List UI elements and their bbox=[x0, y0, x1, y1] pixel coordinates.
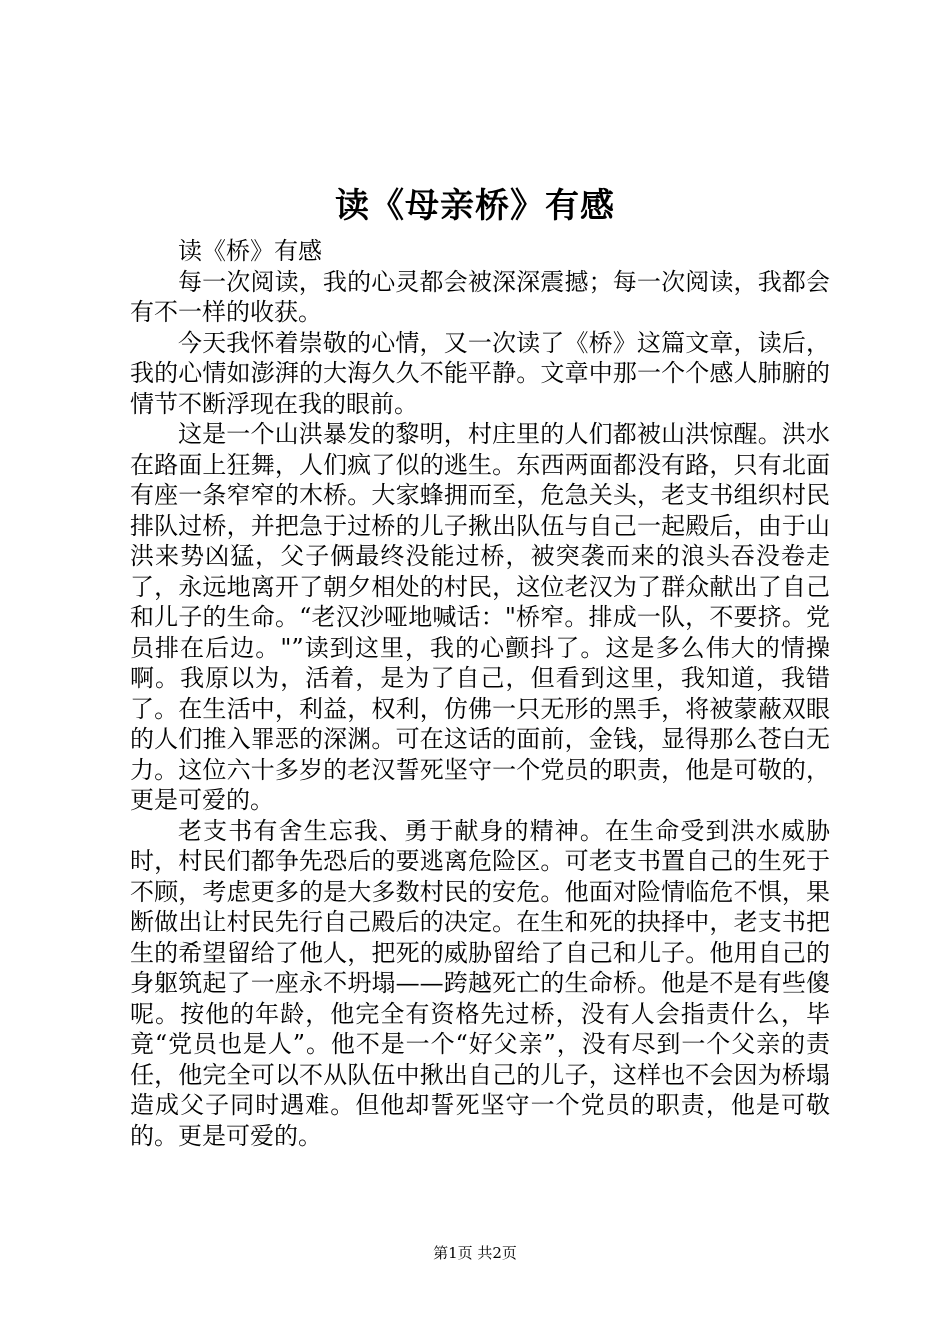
paragraph-1: 每一次阅读，我的心灵都会被深深震撼；每一次阅读，我都会有不一样的收获。 bbox=[130, 267, 830, 326]
subtitle-line: 读《桥》有感 bbox=[178, 237, 322, 265]
document-title: 读《母亲桥》有感 bbox=[335, 186, 615, 226]
paragraph-2: 今天我怀着崇敬的心情，又一次读了《桥》这篇文章，读后，我的心情如澎湃的大海久久不能平静。文章中那一个个感人肺腑的情节不断浮现在我的眼前。 bbox=[130, 328, 830, 418]
paragraph-3: 这是一个山洪暴发的黎明，村庄里的人们都被山洪惊醒。洪水在路面上狂舞，人们疯了似的逃生。东西两面都没有路，只有北面有座一条窄窄的木桥。大家蜂拥而至，危急关头，老支书组织村民排队过桥，并把急于过桥的儿子揪出队伍与自己一起殿后，由于山洪来势凶猛，父子俩最终没能过桥，被突袭而来的浪头吞没卷走了，永远地离开了朝夕相处的村民，这位老汉为了群众献出了自己和儿子的生命。“老汉沙哑地喊话："桥窄。排成一队，不要挤。党员排在后边。"”读到这里，我的心颤抖了。这是多么伟大的情操啊。我原以为，活着，是为了自己，但看到这里，我知道，我错了。在生活中，利益，权利，仿佛一只无形的黑手，将被蒙蔽双眼的人们推入罪恶的深渊。可在这话的面前，金钱，显得那么苍白无力。这位六十多岁的老汉誓死坚守一个党员的职责，他是可敬的，更是可爱的。 bbox=[130, 420, 830, 814]
paragraph-4: 老支书有舍生忘我、勇于献身的精神。在生命受到洪水威胁时，村民们都争先恐后的要逃离危险区。可老支书置自己的生死于不顾，考虑更多的是大多数村民的安危。他面对险情临危不惧，果断做出让村民先行自己殿后的决定。在生和死的抉择中，老支书把生的希望留给了他人，把死的威胁留给了自己和儿子。他用自己的身躯筑起了一座永不坍塌——跨越死亡的生命桥。他是不是有些傻呢。按他的年龄，他完全有资格先过桥，没有人会指责什么，毕竟“党员也是人”。他不是一个“好父亲”，没有尽到一个父亲的责任，他完全可以不从队伍中揪出自己的儿子，这样也不会因为桥塌造成父子同时遇难。但他却誓死坚守一个党员的职责，他是可敬的。更是可爱的。 bbox=[130, 816, 830, 1150]
page-footer: 第1页 共2页 bbox=[433, 1244, 517, 1262]
document-body bbox=[130, 236, 830, 1151]
